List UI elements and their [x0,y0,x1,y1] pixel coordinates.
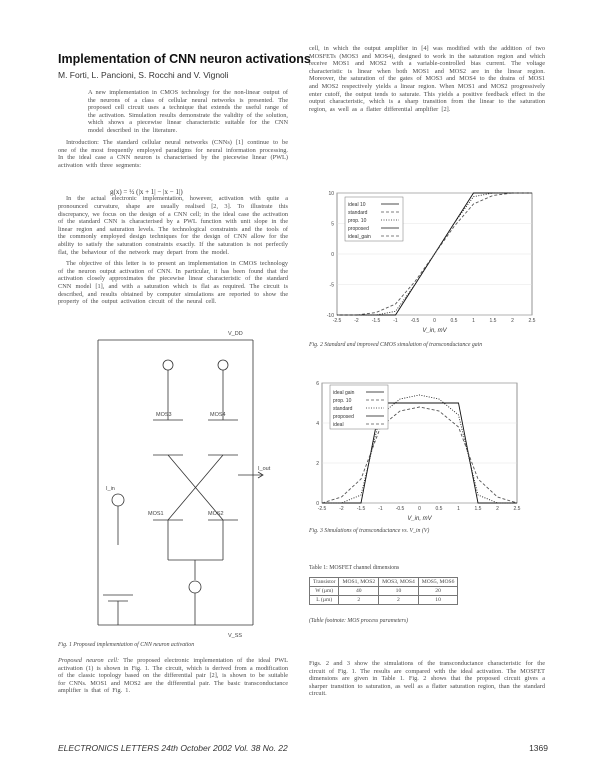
x-tick-label: 1 [472,318,475,324]
x-tick-label: 1 [457,506,460,512]
figure-3-caption: Fig. 3 Simulations of transconductance vs. V_in (V) [309,528,430,534]
label-iout: I_out [258,466,271,472]
figure-1-caption: Fig. 1 Proposed implementation of CNN neuron activation [58,642,195,648]
x-tick-label: -1 [393,318,398,324]
authors: M. Forti, L. Pancioni, S. Rocchi and V. Vignoli [58,70,229,80]
x-tick-label: -0.5 [410,318,420,324]
label-vss: V_SS [228,633,243,639]
legend-entry: ideal 10 [348,202,366,208]
y-tick-label: 0 [316,501,319,507]
page-number: 1369 [529,743,548,753]
paragraph-3: The objective of this letter is to present an implementation in CMOS technology of the neuron output activation of CNN. In particular, it has been found that the activation closely approximates the piecewise linear characteristic of the standard CNN model [1], and with a saturation which is flat as required. The circuit is described, and results obtained by computer simulations are reported to show the property of the output activation circuit of the neural cell. [58,260,288,306]
table-cell: W (µm) [310,587,339,596]
section-heading: Proposed neuron cell: [58,657,120,664]
legend-entry: proposed [333,414,354,420]
figure-3-chart [300,375,525,523]
left-bottom-text: The proposed electronic implementation of the ideal PWL activation (1) is shown in Fig. 1. The circuit, which is derived from a modification of the classic topology based on the differential pair [2], is shown to be suitable for CNNs. MOS1 and MOS2 are the differential pair. The basic transconductance amplifier is that of Fig. 1. [58,657,288,695]
equation: g(x) = ½ (|x + 1| − |x − 1|) [110,188,183,196]
x-axis-label: V_in, mV [407,516,432,522]
paragraph-intro: Introduction: The standard cellular neural networks (CNNs) [1] continue to be one of the most frequently employed paradigms for neural information processing. In the ideal case a CNN neuron is characterised by the piecewise linear (PWL) activation with three segments: [58,139,288,169]
label-iin: I_in [106,486,115,492]
label-mos1: MOS1 [148,511,164,517]
label-mos3: MOS3 [156,412,172,418]
table-cell: L (µm) [310,596,339,605]
x-tick-label: 0 [418,506,421,512]
y-tick-label: -10 [326,313,334,319]
table-1-caption: Table 1: MOSFET channel dimensions [309,565,400,571]
x-axis-label: V_in, mV [422,328,447,334]
left-bottom [58,657,288,699]
right-column-top: cell, in which the output amplifier in [4] was modified with the addition of two MOSFETs (MOS3 and MOS4), designed to work in the saturation region and which receive MOS1 and MOS2 with a variable-controlled bias current. The voltage characteristic is linear when both MOS1 and MOS2 are in the linear region. Moreover, the saturation of the gates of MOS3 and MOS4 to the drains of MOS1 and MOS2 respectively yields a linear region. When MOS1 and MOS2 progressively enter cutoff, the output tends to saturate. This yields a positive feedback effect in the output characteristic, which is a sharp transition from the linear to the saturation region, as well as a flatter differential amplifier [2]. [309,45,545,113]
x-tick-label: 1.5 [474,506,482,512]
table-cell: 10 [379,587,419,596]
figure-2-chart [315,185,540,335]
table-cell: 40 [339,587,379,596]
table-cell: 2 [339,596,379,605]
x-tick-label: -0.5 [395,506,405,512]
x-tick-label: -1.5 [371,318,381,324]
paper-title: Implementation of CNN neuron activations [58,52,311,66]
journal-info: ELECTRONICS LETTERS 24th October 2002 Vol. 38 No. 22 [58,743,288,753]
x-tick-label: 2.5 [513,506,521,512]
abstract: A new implementation in CMOS technology for the non-linear output of the neurons of a class of cellular neural networks is presented. The proposed cell circuit uses a technique that extends the useful range of the activation. Simulation results demonstrate the validity of the solution, which shows a piecewise linear characteristic suitable for the CNN model described in the literature. [88,89,288,134]
figure-1-circuit [58,325,288,640]
table-1-note: (Table footnote: MOS process parameters) [309,618,409,624]
legend-entry: ideal gain [333,390,355,396]
x-tick-label: -2 [354,318,359,324]
x-tick-label: 0 [433,318,436,324]
table-row [310,596,458,605]
legend-entry: prop. 10 [333,398,352,404]
y-tick-label: -5 [329,282,334,289]
y-tick-label: 2 [316,461,319,467]
table-header-cell: MOS3, MOS4 [379,578,419,587]
x-tick-label: -2.5 [317,506,327,512]
table-cell: 2 [379,596,419,605]
table-header-row [310,578,458,587]
label-mos4: MOS4 [210,412,226,418]
table-1 [309,577,458,605]
left-column [58,139,288,310]
table-cell: 10 [418,596,458,605]
x-tick-label: 2 [511,318,514,324]
x-tick-label: -2 [339,506,344,512]
x-tick-label: 2.5 [528,318,536,324]
figure-2-caption: Fig. 2 Standard and improved CMOS simulation of transconductance gain [309,342,483,348]
legend-entry: standard [348,210,368,216]
right-column-bottom: Figs. 2 and 3 show the simulations of the transconductance characteristic for the circuit of Fig. 1. The results are compared with the ideal activation. The MOSFET dimensions are given in Table 1. Fig. 2 shows that the proposed circuit gives a sharper transition to saturation, as well as a flatter saturation region, than the standard circuit. [309,660,545,698]
x-tick-label: -1 [378,506,383,512]
label-vdd: V_DD [228,331,243,337]
journal-footer [58,743,548,753]
legend-entry: ideal [333,422,344,428]
x-tick-label: -1.5 [356,506,366,512]
legend-entry: proposed [348,226,369,232]
x-tick-label: 0.5 [450,318,458,324]
legend-entry: prop. 10 [348,218,367,224]
table-cell: 20 [418,587,458,596]
x-tick-label: -2.5 [332,318,342,324]
x-tick-label: 1.5 [489,318,497,324]
table-row [310,587,458,596]
label-mos2: MOS2 [208,511,224,517]
y-tick-label: 5 [331,221,334,228]
legend-entry: standard [333,406,353,412]
x-tick-label: 2 [496,506,499,512]
y-tick-label: 6 [316,381,319,387]
table-header-cell: Transistor [310,578,339,587]
y-tick-label: 10 [328,191,334,197]
paragraph-2: In the actual electronic implementation, however, activation with quite a pronounced curvature, shape are usually realised [2, 3]. To illustrate this discrepancy, we focus on the design of a CNN cell; in the ideal case the activation of the standard CNN is characterised by a PWL function with unit slope in the linear region and saturation levels. The technological constraints and the tools of the commonly employed design techniques for the design of CNN allow for the ability to satisfy the saturation constraints exactly. If the saturation is not perfectly flat, the behaviour of the network may depart from the model. [58,195,288,256]
y-tick-label: 0 [331,252,334,258]
y-tick-label: 4 [316,421,319,427]
table-header-cell: MOS1, MOS2 [339,578,379,587]
legend-entry: ideal_gain [348,234,371,240]
x-tick-label: 0.5 [435,506,443,512]
table-header-cell: MOS5, MOS6 [418,578,458,587]
